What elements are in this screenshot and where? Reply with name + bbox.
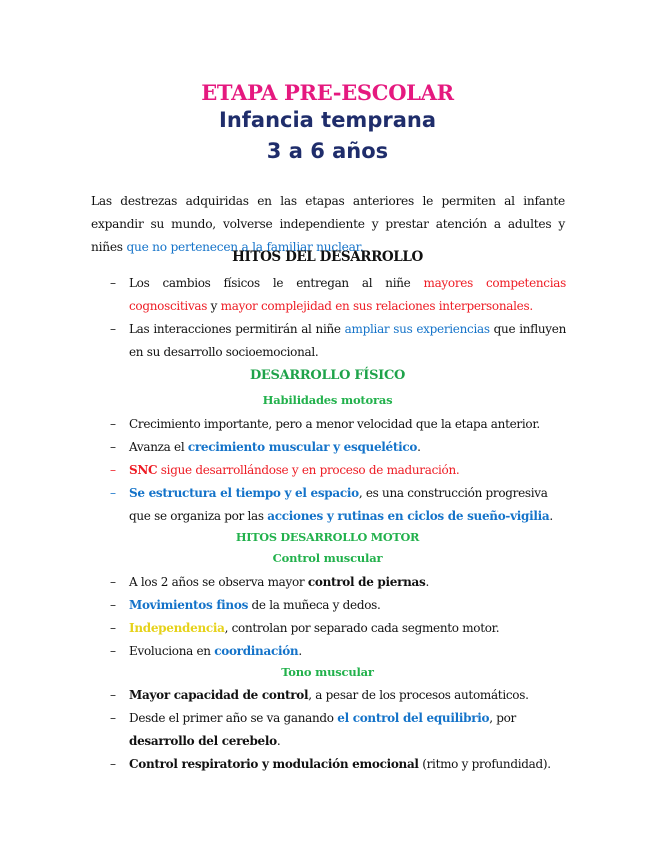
emphasis-red: mayor complejidad en sus relaciones interpersonales. xyxy=(220,299,533,313)
intro-highlight: que no pertenecen a la familiar nuclear. xyxy=(126,240,364,255)
text-segment: Avanza el xyxy=(129,440,188,454)
text-segment: que influyen en su desarrollo socioemocional. xyxy=(129,322,566,359)
text-segment: de la muñeca y dedos. xyxy=(248,598,381,612)
bullet-dash: – xyxy=(110,440,116,454)
emphasis-blue: el control del equilibrio xyxy=(337,711,490,725)
subheading-tono-muscular: Tono muscular xyxy=(281,665,374,679)
bullet-dash: – xyxy=(110,598,116,612)
subheading-habilidades: Habilidades motoras xyxy=(262,393,393,407)
section-heading-motor: HITOS DESARROLLO MOTOR xyxy=(235,530,420,544)
text-segment: (ritmo y profundidad). xyxy=(418,757,551,771)
bullet-dash: – xyxy=(110,621,116,635)
motor-list xyxy=(110,571,566,663)
text-segment: , controlan por separado cada segmento motor. xyxy=(224,621,500,635)
bullet-dash: – xyxy=(110,757,116,771)
emphasis-red: mayores competencias cognoscitivas xyxy=(129,276,566,313)
text-segment: . xyxy=(549,509,553,523)
bullet-dash: – xyxy=(110,463,116,477)
tono-list xyxy=(110,684,566,776)
emphasis-blue: coordinación xyxy=(214,644,299,658)
bullet-dash: – xyxy=(110,688,116,702)
text-segment: Desde el primer año se va ganando xyxy=(129,711,338,725)
bullet-dash: – xyxy=(110,711,116,725)
bullet-dash: – xyxy=(110,417,116,431)
fisico-list xyxy=(110,413,566,528)
list-item xyxy=(110,594,566,617)
emphasis-bold: desarrollo del cerebelo xyxy=(129,734,277,748)
text-segment: . xyxy=(276,734,281,748)
bullet-dash: – xyxy=(110,276,116,290)
text-segment: Los cambios físicos le entregan al niñe xyxy=(129,276,424,290)
text-segment: , por xyxy=(489,711,516,725)
bullet-dash: – xyxy=(110,486,116,500)
text-segment: A los 2 años se observa mayor xyxy=(129,575,308,589)
text-segment: , a pesar de los procesos automáticos. xyxy=(308,688,529,702)
bullet-dash: – xyxy=(110,575,116,589)
text-segment: , es una construcción progresiva que se organiza por las xyxy=(129,486,548,523)
text-segment: Las interacciones permitirán al niñe xyxy=(129,322,345,336)
emphasis-blue: crecimiento muscular y esquelético xyxy=(187,440,418,454)
emphasis-bold: control de piernas xyxy=(307,575,426,589)
text-segment: . xyxy=(298,644,302,658)
text-segment: . xyxy=(425,575,429,589)
list-item xyxy=(110,640,566,663)
emphasis-blue: ampliar sus experiencias xyxy=(344,322,490,336)
section-heading-fisico: DESARROLLO FÍSICO xyxy=(249,368,406,383)
subheading-control-muscular: Control muscular xyxy=(272,551,383,565)
age-range: 3 a 6 años xyxy=(266,139,389,163)
bullet-dash: – xyxy=(110,644,116,658)
list-item xyxy=(110,459,566,482)
page-subtitle: Infancia temprana xyxy=(219,108,436,132)
emphasis-blue: acciones y rutinas en ciclos de sueño-vigilia xyxy=(267,509,550,523)
bullet-dash: – xyxy=(110,322,116,336)
text-segment: . xyxy=(417,440,421,454)
list-item xyxy=(110,684,566,707)
list-item xyxy=(110,436,566,459)
hitos-list xyxy=(110,272,566,364)
text-segment: Evoluciona en xyxy=(129,644,215,658)
list-item xyxy=(110,571,566,594)
emphasis-yellow: Independencia xyxy=(129,621,225,635)
list-item xyxy=(110,482,566,528)
emphasis-blue: Se estructura el tiempo y el espacio xyxy=(129,486,359,500)
emphasis-red: SNC xyxy=(129,463,158,477)
text-segment: Crecimiento importante, pero a menor velocidad que la etapa anterior. xyxy=(129,417,540,431)
text-segment: y xyxy=(207,299,221,313)
emphasis-red: sigue desarrollándose y en proceso de maduración. xyxy=(157,463,460,477)
list-item xyxy=(110,413,566,436)
list-item xyxy=(110,272,566,318)
section-heading-hitos: HITOS DEL DESARROLLO xyxy=(232,249,423,265)
page-title: ETAPA PRE-ESCOLAR xyxy=(201,80,454,105)
emphasis-bold: Control respiratorio y modulación emocional xyxy=(129,757,419,771)
list-item xyxy=(110,753,566,776)
emphasis-blue: Movimientos finos xyxy=(129,598,249,612)
list-item xyxy=(110,617,566,640)
emphasis-bold: Mayor capacidad de control xyxy=(129,688,309,702)
list-item xyxy=(110,318,566,364)
list-item xyxy=(110,707,566,753)
intro-text: Las destrezas adquiridas en las etapas anteriores le permiten al infante expandir su mundo, volverse independiente y prestar atención a adultes y niñes xyxy=(91,194,565,255)
